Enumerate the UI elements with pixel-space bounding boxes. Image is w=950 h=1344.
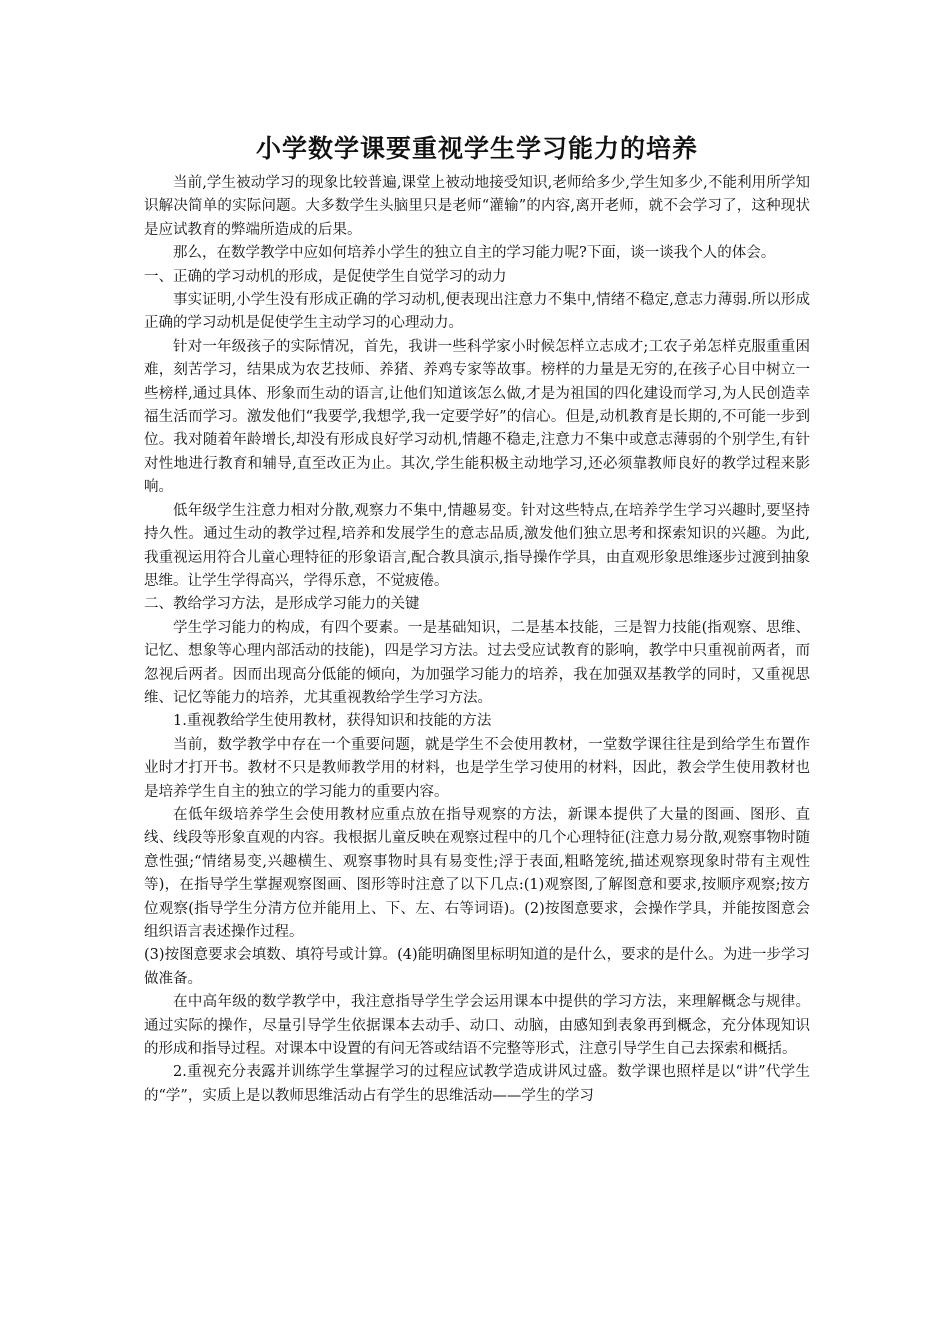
paragraph: 低年级学生注意力相对分散,观察力不集中,情趣易变。针对这些特点,在培养学生学习兴趣时,要坚持持久性。通过生动的教学过程,培养和发展学生的意志品质,激发他们独立思考和探索知识的兴趣。为此,我重视运用符合儿童心理特征的形象语言,配合教具演示,指导操作学具，由直观形象思维逐步过渡到抽象思维。让学生学得高兴，学得乐意，不觉疲倦。 — [144, 502, 810, 589]
paragraph: 在中高年级的数学教学中，我注意指导学生学会运用课本中提供的学习方法，来理解概念与规律。通过实际的操作，尽量引导学生依据课本去动手、动口、动脑，由感知到表象再到概念，充分体现知识的形成和指导过程。对课本中设置的有问无答或结语不完整等形式，注意引导学生自己去探索和概括。 — [144, 994, 810, 1058]
paragraph: 事实证明,小学生没有形成正确的学习动机,便表现出注意力不集中,情绪不稳定,意志力薄弱.所以形成正确的学习动机是促使学生主动学习的心理动力。 — [144, 292, 810, 332]
document-page — [144, 132, 810, 1108]
paragraph: 当前,学生被动学习的现象比较普遍,课堂上被动地接受知识,老师给多少,学生知多少,不能利用所学知识解决简单的实际问题。大多数学生头脑里只是老师“灌输”的内容,离开老师，就不会学习了，这种现状是应试教育的弊端所造成的后果。 — [144, 175, 810, 238]
subsection-heading: 1.重视教给学生使用教材，获得知识和技能的方法 — [173, 713, 492, 730]
paragraph: 针对一年级孩子的实际情况，首先，我讲一些科学家小时候怎样立志成才;工农子弟怎样克服重重困难，刻苦学习，结果成为农艺技师、养猪、养鸡专家等故事。榜样的力量是无穷的,在孩子心目中树立一些榜样,通过具体、形象而生动的语言,让他们知道该怎么做,才是为祖国的四化建设而学习,为人民创造幸福生活而学习。激发他们“我要学,我想学,我一定要学好”的信心。但是,动机教育是长期的,不可能一步到位。我对随着年龄增长,却没有形成良好学习动机,情趣不稳走,注意力不集中或意志薄弱的个别学生,有针对性地进行教育和辅导,直至改正为止。其次,学生能积极主动地学习,还必须靠教师良好的教学过程来影响。 — [144, 338, 810, 496]
paragraph: (3)按图意要求会填数、填符号或计算。(4)能明确图里标明知道的是什么，要求的是什么。为进一步学习做准备。 — [144, 947, 810, 987]
document-title: 小学数学课要重视学生学习能力的培养 — [255, 134, 698, 163]
paragraph: 在低年级培养学生会使用教材应重点放在指导观察的方法，新课本提供了大量的图画、图形、直线、线段等形象直观的内容。我根据儿童反映在观察过程中的几个心理特征(注意力易分散,观察事物时随意性强;“情绪易变,兴趣横生、观察事物时具有易变性;浮于表面,粗略笼统,描述观察现象时带有主观性等)，在指导学生掌握观察图画、图形等时注意了以下几点:(1)观察图,了解图意和要求,按顺序观察;按方位观察(指导学生分清方位并能用上、下、左、右等词语)。(2)按图意要求，会操作学具，并能按图意会组织语言表述操作过程。 — [144, 806, 810, 940]
paragraph: 那么，在数学教学中应如何培养小学生的独立自主的学习能力呢?下面，谈一谈我个人的体会。 — [173, 245, 776, 262]
paragraph: 学生学习能力的构成，有四个要素。一是基础知识，二是基本技能，三是智力技能(指观察、思维、记忆、想象等心理内部活动的技能)，四是学习方法。过去受应试教育的影响，教学中只重视前两者，而忽视后两者。因而出现高分低能的倾向，为加强学习能力的培养，我在加强双基教学的同时，又重视思维、记忆等能力的培养，尤其重视教给学生学习方法。 — [144, 619, 810, 706]
paragraph: 当前，数学教学中存在一个重要问题，就是学生不会使用教材，一堂数学课往往是到给学生布置作业时才打开书。教材不只是教师教学用的材料，也是学生学习使用的材料，因此，教会学生使用教材也是培养学生自主的独立的学习能力的重要内容。 — [144, 736, 810, 800]
paragraph: 2.重视充分表露并训练学生掌握学习的过程应试教学造成讲风过盛。数学课也照样是以“讲”代学生的“学”，实质上是以教师思维活动占有学生的思维活动——学生的学习 — [144, 1064, 810, 1104]
document-body — [144, 172, 810, 1108]
section-heading: 二、教给学习方法，是形成学习能力的关键 — [144, 596, 420, 613]
section-heading: 一、正确的学习动机的形成，是促使学生自觉学习的动力 — [144, 268, 507, 285]
